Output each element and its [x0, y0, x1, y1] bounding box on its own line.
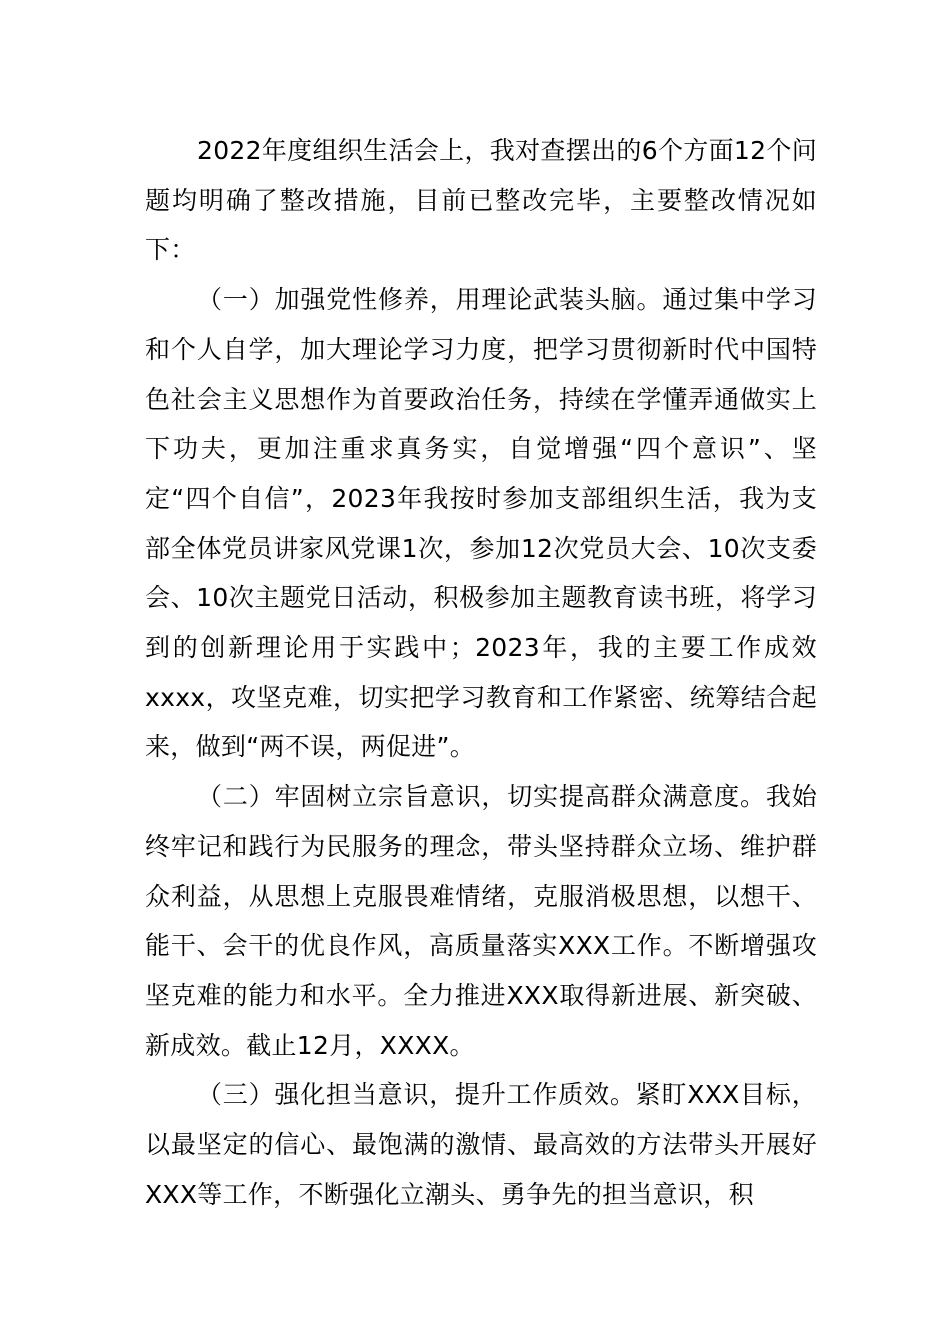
paragraph-section-3: （三）强化担当意识，提升工作质效。紧盯XXX目标，以最坚定的信心、最饱满的激情、最高效的方法带头开展好XXX等工作，不断强化立潮头、勇争先的担当意识，积 — [145, 1080, 817, 1209]
paragraph-section-1: （一）加强党性修养，用理论武装头脑。通过集中学习和个人自学，加大理论学习力度，把学习贯彻新时代中国特色社会主义思想作为首要政治任务，持续在学懂弄通做实上下功夫，更加注重求真务实，自觉增强“四个意识”、坚定“四个自信”，2023年我按时参加支部组织生活，我为支部全体党员讲家风党课1次，参加12次党员大会、10次支委会、10次主题党日活动，积极参加主题教育读书班，将学习到的创新理论用于实践中；2023年，我的主要工作成效xxxx，攻坚克难，切实把学习教育和工作紧密、统筹结合起来，做到“两不误，两促进”。 — [145, 285, 817, 762]
paragraph-section-2: （二）牢固树立宗旨意识，切实提高群众满意度。我始终牢记和践行为民服务的理念，带头坚持群众立场、维护群众利益，从思想上克服畏难情绪，克服消极思想，以想干、能干、会干的优良作风，高质量落实XXX工作。不断增强攻坚克难的能力和水平。全力推进XXX取得新进展、新突破、新成效。截止12月，XXXX。 — [145, 782, 817, 1060]
paragraph-intro: 2022年度组织生活会上，我对查摆出的6个方面12个问题均明确了整改措施，目前已整改完毕，主要整改情况如下： — [145, 136, 817, 265]
document-body — [145, 126, 817, 1219]
